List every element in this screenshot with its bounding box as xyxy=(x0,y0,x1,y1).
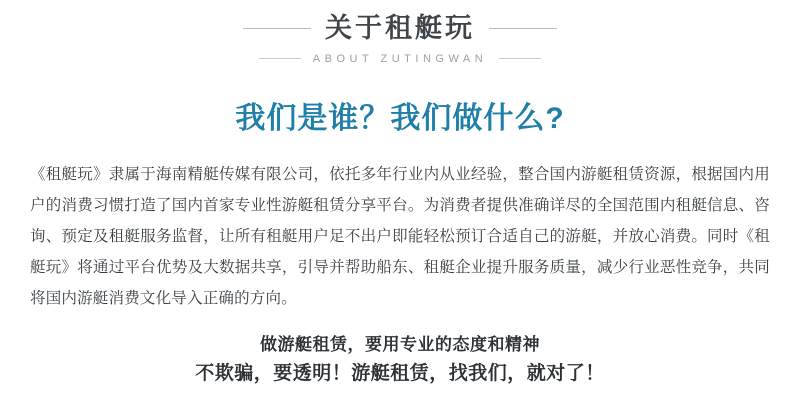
slogan-line-1: 做游艇租赁，要用专业的态度和精神 xyxy=(260,334,540,354)
about-paragraph: 《租艇玩》隶属于海南精艇传媒有限公司，依托多年行业内从业经验，整合国内游艇租赁资源，根据国内用户的消费习惯打造了国内首家专业性游艇租赁分享平台。为消费者提供准确详尽的全国范围内租艇信息、咨询、预定及租艇服务监督，让所有租艇用户足不出户即能轻松预订合适自己的游艇，并放心消费。同时《租艇玩》将通过平台优势及大数据共享，引导并帮助船东、租艇企业提升服务质量，减少行业恶性竞争，共同将国内游艇消费文化导入正确的方向。 xyxy=(30,165,770,307)
divider-left xyxy=(243,28,311,29)
subtitle-divider-left xyxy=(259,58,301,59)
page-title: 关于租艇玩 xyxy=(325,13,475,43)
header-subtitle-row xyxy=(0,53,800,65)
page-header xyxy=(0,0,800,65)
slogan-block xyxy=(0,332,800,388)
divider-right xyxy=(489,28,557,29)
section-heading: 我们是谁？我们做什么? xyxy=(235,101,565,135)
header-title-row xyxy=(0,14,800,44)
subtitle-divider-right xyxy=(499,58,541,59)
page-subtitle: ABOUT ZUTINGWAN xyxy=(312,52,488,65)
slogan-line-2: 不欺骗，要透明！游艇租赁，找我们，就对了！ xyxy=(195,362,605,384)
